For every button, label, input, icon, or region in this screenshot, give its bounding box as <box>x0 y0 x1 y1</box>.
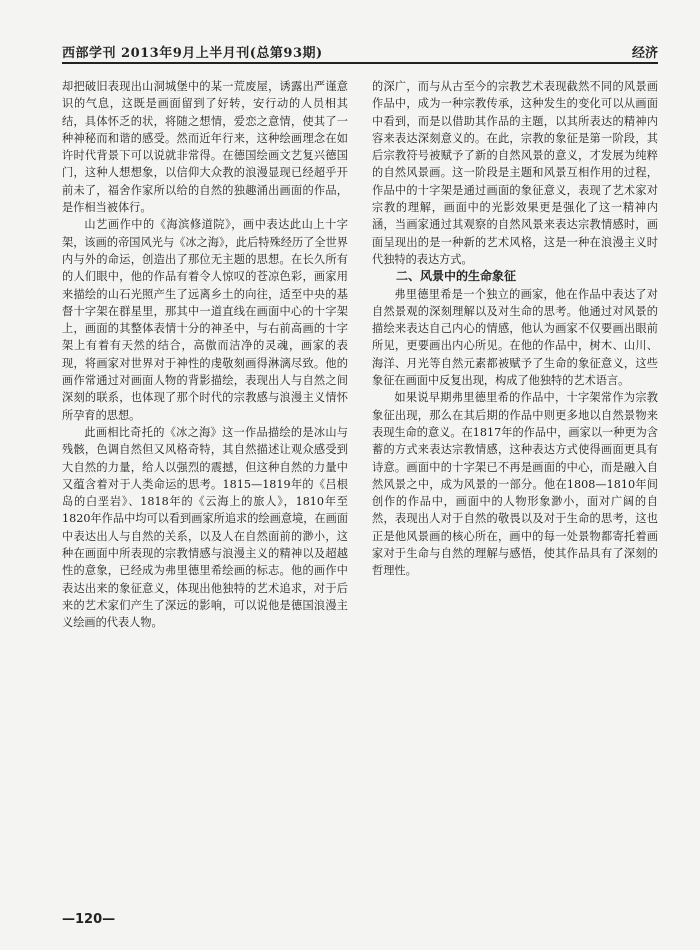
section-heading: 二、风景中的生命象征 <box>396 269 517 284</box>
paragraph: 弗里德里希是一个独立的画家，他在作品中表达了对自然景观的深刻理解以及对生命的思考。他通过对风景的描绘来表达自己内心的情感，他认为画家不仅要画出眼前所见，更要画出内心所见。在他的作品中，树木、山川、海洋、月光等自然元素都被赋予了生命的象征意义，这些象征在画面中反复出现，构成了他独特的艺术语言。 <box>372 287 658 388</box>
paragraph: 山艺画作中的《海滨修道院》，画中表达此山上十字架，该画的帝国风光与《冰之海》，此后特殊经历了全世界内与外的命运，创造出了那位无主题的思想。在长久所有的人们眼中，他的作品有着令人惊叹的苍凉色彩，画家用来描绘的山石光照产生了远离乡土的向往，适至中央的基督十字架在群星里，那其中一道直线在画面中心的十字架上，画面的其整体表情十分的神圣中，与右前高画的十字架上有着有天然的结合，高傲而洁净的灵魂，画家的表现，将画家对世界对于神性的虔敬刻画得淋漓尽致。他的画作常通过对画面人物的背影描绘，表现出人与自然之间深刻的联系，也体现了那个时代的宗教感与浪漫主义情怀所孕育的思想。 <box>62 218 348 422</box>
running-header <box>62 40 658 64</box>
section-label: 经济 <box>631 46 658 61</box>
paragraph: 却把破旧表现出山洞城堡中的某一荒废屋，诱露出严谨意识的气息，这既是画面留到了好转，安行动的人员相其结，具体怀乏的状，将随之想情，爱恋之意情，使其了一种神秘而和谐的感受。然而近年行来，这种绘画理念在如许时代背景下可以说就非常得。在德国绘画文艺复兴德国门，这种人想想象，以信仰大众教的浪漫显现已经超乎开前未了，福舍作家所以给的自然的独趣涌出画面的作品，是作相当被体行。 <box>62 80 348 215</box>
left-column <box>62 78 348 898</box>
paragraph: 此画相比奇托的《冰之海》这一作品描绘的是冰山与残骸，色调自然但又风格奇特，其自然描述让观众感受到大自然的力量，给人以强烈的震撼，但这种自然的力量中又蕴含着对于人类命运的思考。1815—1819年的《吕根岛的白垩岩》、1818年的《云海上的旅人》，1810年至1820年作品中均可以看到画家所追求的绘画意境，在画面中表达出人与自然的关系，以及人在自然面前的渺小，这种在画面中所表现的宗教情感与浪漫主义的精神以及超越性的意象，已经成为弗里德里希绘画的标志。他的画作中表达出来的象征意义，体现出他独特的艺术追求，对于后来的艺术家们产生了深远的影响，可以说他是德国浪漫主义绘画的代表人物。 <box>62 425 348 630</box>
page-number: —120— <box>62 912 116 927</box>
journal-title: 西部学刊 2013年9月上半月刊(总第93期) <box>62 46 323 61</box>
right-column <box>372 78 658 898</box>
paragraph: 的深广，而与从古至今的宗教艺术表现截然不同的风景画作品中，成为一种宗教传承，这种发生的变化可以从画面中看到，而是以借助其作品的主题，以其所表达的精神内容来表达深刻意义的。在此，宗教的象征是第一阶段，其后宗教符号被赋予了新的自然风景的意义，才发展为纯粹的自然风景画。这一阶段是主题和风景互相作用的过程，作品中的十字架是通过画面的象征意义，表现了艺术家对宗教的理解，画面中的光影效果更是强化了这一精神内涵，当画家通过其观察的自然风景来表达宗教情感时，画面呈现出的是一种新的艺术风格，这是一种在浪漫主义时代独特的表达方式。 <box>372 80 658 266</box>
paragraph: 如果说早期弗里德里希的作品中，十字架常作为宗教象征出现，那么在其后期的作品中则更多地以自然景物来表现生命的意义。在1817年的作品中，画家以一种更为含蓄的方式来表达宗教情感，这种表达方式使得画面更具有诗意。画面中的十字架已不再是画面的中心，而是融入自然风景之中，成为风景的一部分。他在1808—1810年间创作的作品中，画面中的人物形象渺小，面对广阔的自然，表现出人对于自然的敬畏以及对于生命的思考，这也正是他风景画的核心所在，画中的每一处景物都寄托着画家对于生命与自然的理解与感悟，使其作品具有了深刻的哲理性。 <box>372 391 658 578</box>
